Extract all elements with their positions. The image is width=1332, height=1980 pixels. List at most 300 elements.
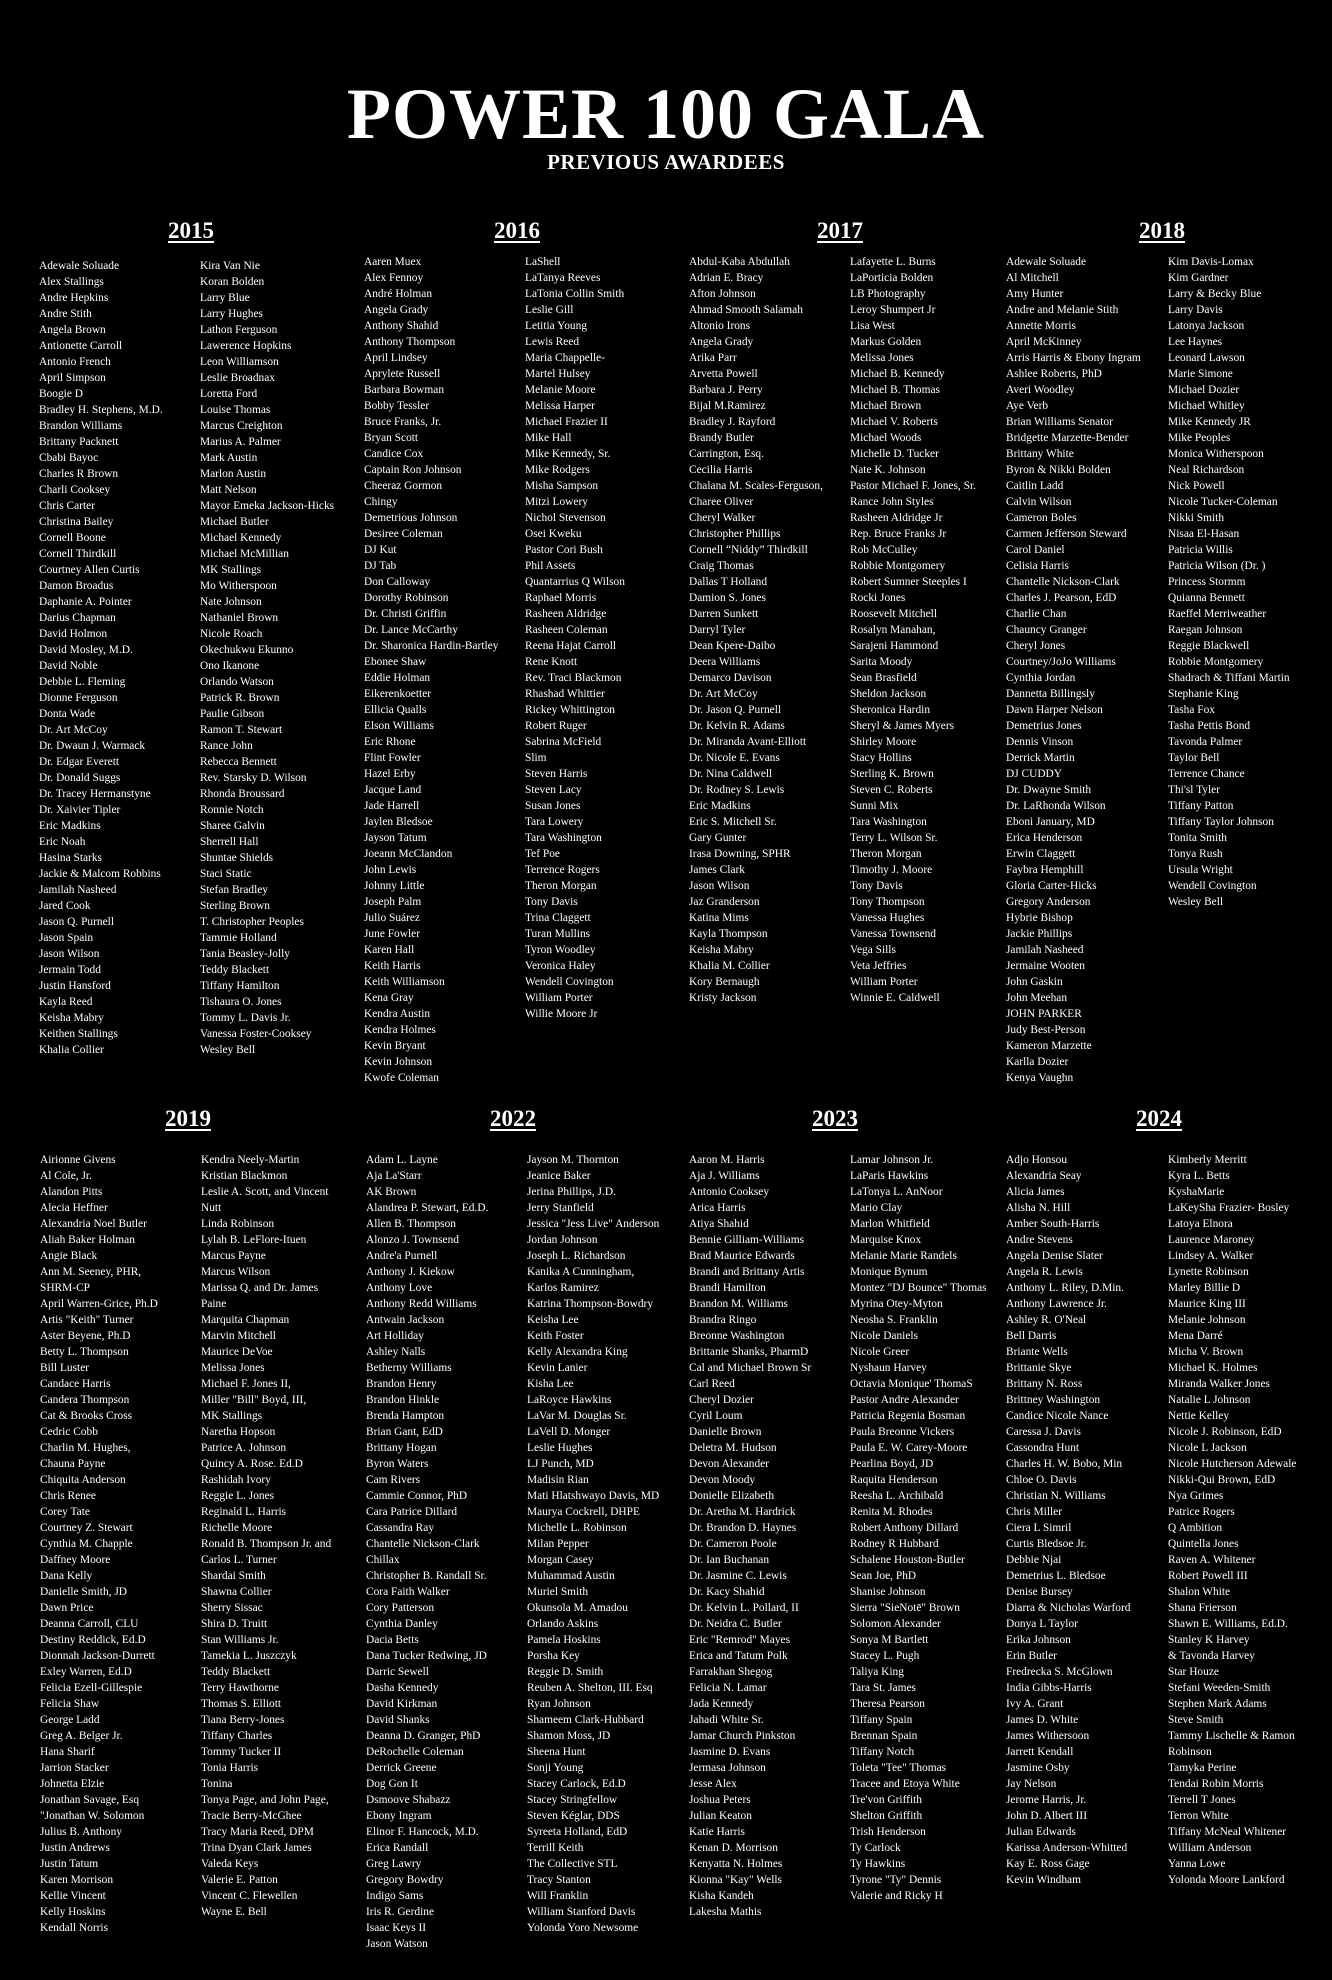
awardee-name: Staci Static <box>200 868 252 880</box>
awardee-name: Kelly Alexandra King <box>527 1346 628 1358</box>
awardee-name: Jason Wilson <box>689 880 750 892</box>
awardee-list-2024-col1 <box>1006 1152 1164 1888</box>
awardee-name: Tonita Smith <box>1168 832 1228 844</box>
awardee-name: Lee Haynes <box>1168 336 1223 348</box>
awardee-name: Marcus Wilson <box>201 1266 271 1278</box>
awardee-name: Patricia Regenia Bosman <box>850 1410 966 1422</box>
awardee-name: Dr. Aretha M. Hardrick <box>689 1506 796 1518</box>
awardee-name: Dr. Kelvin L. Pollard, II <box>689 1602 799 1614</box>
awardee-name: Anthony Love <box>366 1282 433 1294</box>
awardee-name: Yolonda Yoro Newsome <box>527 1922 639 1934</box>
awardee-name: Lakesha Mathis <box>689 1906 762 1918</box>
awardee-name: Theresa Pearson <box>850 1698 925 1710</box>
awardee-name: Rodney R Hubbard <box>850 1538 939 1550</box>
awardee-name: Robert Sumner Steeples I <box>850 576 967 588</box>
awardee-name: Arvetta Powell <box>689 368 758 380</box>
awardee-name: Tiffany Taylor Johnson <box>1168 816 1274 828</box>
awardee-name: Donielle Elizabeth <box>689 1490 775 1502</box>
awardee-name: Chalana M. Scales-Ferguson, <box>689 480 823 492</box>
awardee-name: Demarco Davison <box>689 672 772 684</box>
awardee-name: Naretha Hopson <box>201 1426 276 1438</box>
awardee-name: Robert Anthony Dillard <box>850 1522 959 1534</box>
awardee-name: Jaz Granderson <box>689 896 760 908</box>
awardee-name: Erica Randall <box>366 1842 429 1854</box>
awardee-name: Jarrett Kendall <box>1006 1746 1074 1758</box>
awardee-name: Courtney Allen Curtis <box>39 564 140 576</box>
awardee-name: Mike Hall <box>525 432 572 444</box>
awardee-name: Jay Nelson <box>1006 1778 1057 1790</box>
awardee-name: Anthony J. Kiekow <box>366 1266 455 1278</box>
awardee-name: Thomas S. Elliott <box>201 1698 282 1710</box>
awardee-name: John D. Albert III <box>1006 1810 1087 1822</box>
awardee-name: Marcus Payne <box>201 1250 266 1262</box>
awardee-name: David Kirkman <box>366 1698 438 1710</box>
awardee-name: Brandra Ringo <box>689 1314 757 1326</box>
awardee-name: Captain Ron Johnson <box>364 464 462 476</box>
awardee-name: Brian Williams Senator <box>1006 416 1113 428</box>
awardee-name: Jamilah Nasheed <box>39 884 117 896</box>
awardee-name: Dr. Christi Griffin <box>364 608 447 620</box>
awardee-name: Brandy Butler <box>689 432 754 444</box>
awardee-name: Renita M. Rhodes <box>850 1506 933 1518</box>
awardee-name: Eric Madkins <box>39 820 101 832</box>
awardee-name: Shelton Griffith <box>850 1810 923 1822</box>
awardee-name: Jason Watson <box>366 1938 428 1950</box>
awardee-name: Rocki Jones <box>850 592 906 604</box>
awardee-name: Karissa Anderson-Whitted <box>1006 1842 1128 1854</box>
awardee-name: Sheryl & James Myers <box>850 720 955 732</box>
awardee-name: Johnny Little <box>364 880 425 892</box>
awardee-name: Hasina Starks <box>39 852 102 864</box>
awardee-name: Keith Foster <box>527 1330 584 1342</box>
awardee-name: Charles H. W. Bobo, Min <box>1006 1458 1123 1470</box>
awardee-name: Sherrell Hall <box>200 836 259 848</box>
awardee-name: Michael V. Roberts <box>850 416 938 428</box>
awardee-name: Shalon White <box>1168 1586 1231 1598</box>
awardee-name: Monica Witherspoon <box>1168 448 1264 460</box>
awardee-name: Trina Claggett <box>525 912 591 924</box>
awardee-name: Ashley Nalls <box>366 1346 426 1358</box>
awardee-name: Eboni January, MD <box>1006 816 1095 828</box>
awardee-name: Sheronica Hardin <box>850 704 931 716</box>
awardee-name: Wesley Bell <box>1168 896 1224 908</box>
awardee-name: Dr. Miranda Avant-Elliott <box>689 736 807 748</box>
awardee-name: Joshua Peters <box>689 1794 751 1806</box>
awardee-name: Dawn Harper Nelson <box>1006 704 1103 716</box>
awardee-name: Marcus Creighton <box>200 420 283 432</box>
awardee-name: Brittney Washington <box>1006 1394 1101 1406</box>
awardee-name: Bradley H. Stephens, M.D. <box>39 404 163 416</box>
awardee-name: Porsha Key <box>527 1650 580 1662</box>
awardee-list-2019-col2 <box>201 1152 359 1920</box>
awardee-name: Ebonee Shaw <box>364 656 427 668</box>
awardee-name: Thi'sl Tyler <box>1168 784 1220 796</box>
awardee-name: Valerie and Ricky H <box>850 1890 943 1902</box>
awardee-name: Nicole L Jackson <box>1168 1442 1247 1454</box>
awardee-name: Cornell Boone <box>39 532 106 544</box>
awardee-name: Jackie Phillips <box>1006 928 1073 940</box>
awardee-name: Brandi and Brittany Artis <box>689 1266 805 1278</box>
awardee-name: Tracy Stanton <box>527 1874 591 1886</box>
awardee-name: Tiffany Spain <box>850 1714 913 1726</box>
awardee-name: Adjo Honsou <box>1006 1154 1068 1166</box>
awardee-name: Ciera L Simril <box>1006 1522 1072 1534</box>
awardee-name: Shanise Johnson <box>850 1586 926 1598</box>
awardee-name: Keith Harris <box>364 960 421 972</box>
awardee-name: Brian Gant, EdD <box>366 1426 443 1438</box>
awardee-name: Adrian E. Bracy <box>689 272 764 284</box>
awardee-name: Kimberly Merritt <box>1168 1154 1247 1166</box>
awardee-name: Charles R Brown <box>39 468 119 480</box>
awardee-name: Denise Bursey <box>1006 1586 1073 1598</box>
awardee-list-2015-col1 <box>39 258 197 1058</box>
awardee-name: Timothy J. Moore <box>850 864 933 876</box>
awardee-name: Ronald B. Thompson Jr. and <box>201 1538 332 1550</box>
awardee-name: Cora Faith Walker <box>366 1586 450 1598</box>
awardee-name: The Collective STL <box>527 1858 618 1870</box>
awardee-name: Shira D. Truitt <box>201 1618 268 1630</box>
awardee-name: Jahadi White Sr. <box>689 1714 764 1726</box>
awardee-name: David Shanks <box>366 1714 430 1726</box>
awardee-name: Veta Jeffries <box>850 960 907 972</box>
awardee-name: John Meehan <box>1006 992 1068 1004</box>
awardee-name: Karen Hall <box>364 944 415 956</box>
awardee-name: Stacey Carlock, Ed.D <box>527 1778 626 1790</box>
awardee-name: Leon Williamson <box>200 356 279 368</box>
awardee-name: Michael F. Jones II, <box>201 1378 291 1390</box>
awardee-name: Angela Denise Slater <box>1006 1250 1103 1262</box>
awardee-name: Maurice King III <box>1168 1298 1246 1310</box>
awardee-name: Antonio Cooksey <box>689 1186 770 1198</box>
awardee-name: Natalie L Johnson <box>1168 1394 1251 1406</box>
awardee-name: Charles J. Pearson, EdD <box>1006 592 1117 604</box>
awardee-name: Misha Sampson <box>525 480 599 492</box>
awardee-name: Gregory Anderson <box>1006 896 1091 908</box>
awardee-name: Sheena Hunt <box>527 1746 586 1758</box>
awardee-name: Desiree Coleman <box>364 528 443 540</box>
awardee-name: Keithen Stallings <box>39 1028 118 1040</box>
awardee-name: Orlando Watson <box>200 676 274 688</box>
awardee-name: Dr. Kelvin R. Adams <box>689 720 785 732</box>
awardee-name: Anthony Thompson <box>364 336 456 348</box>
awardee-name: June Fowler <box>364 928 420 940</box>
awardee-name: Cara Patrice Dillard <box>366 1506 458 1518</box>
awardee-name: Allen B. Thompson <box>366 1218 456 1230</box>
awardee-name: Dallas T Holland <box>689 576 768 588</box>
awardee-name: Chauncy Granger <box>1006 624 1087 636</box>
awardee-name: Sierra "SieNotē" Brown <box>850 1602 960 1614</box>
awardee-name: Justin Hansford <box>39 980 111 992</box>
year-heading-2023: 2023 <box>812 1106 858 1131</box>
awardee-name: Jade Harrell <box>364 800 420 812</box>
awardee-name: Chantelle Nickson-Clark <box>366 1538 480 1550</box>
awardee-name: Dana Tucker Redwing, JD <box>366 1650 487 1662</box>
awardee-name: Roosevelt Mitchell <box>850 608 937 620</box>
awardee-name: Fredrecka S. McGlown <box>1006 1666 1113 1678</box>
awardee-name: James D. White <box>1006 1714 1079 1726</box>
awardee-name: Candace Harris <box>40 1378 111 1390</box>
awardee-name: Rashidah Ivory <box>201 1474 271 1486</box>
awardee-name: Derrick Greene <box>366 1762 437 1774</box>
awardee-name: Andre Stevens <box>1006 1234 1073 1246</box>
awardee-name: DJ CUDDY <box>1006 768 1063 780</box>
awardee-name: Sheldon Jackson <box>850 688 927 700</box>
awardee-name: Veronica Haley <box>525 960 596 972</box>
awardee-name: Jason Wilson <box>39 948 100 960</box>
awardee-name: Solomon Alexander <box>850 1618 941 1630</box>
awardee-name: Greg Lawry <box>366 1858 422 1870</box>
awardee-name: Alandrea P. Stewart, Ed.D. <box>366 1202 489 1214</box>
awardee-name: Candice Cox <box>364 448 424 460</box>
awardee-name: Caitlin Ladd <box>1006 480 1064 492</box>
awardee-name: Keisha Mabry <box>39 1012 104 1024</box>
awardee-name: Christian N. Williams <box>1006 1490 1106 1502</box>
awardee-name: Irasa Downing, SPHR <box>689 848 791 860</box>
awardee-name: Charlin M. Hughes, <box>40 1442 131 1454</box>
awardee-name: Jared Cook <box>39 900 91 912</box>
awardee-name: Kisha Lee <box>527 1378 574 1390</box>
awardee-name: William Porter <box>850 976 918 988</box>
awardee-name: Brandon Williams <box>39 420 123 432</box>
awardee-name: Ty Carlock <box>850 1842 901 1854</box>
awardee-name: April Warren-Grice, Ph.D <box>40 1298 158 1310</box>
year-heading-2022: 2022 <box>490 1106 536 1131</box>
awardee-name: André Holman <box>364 288 433 300</box>
awardee-name: Karlos Ramirez <box>527 1282 599 1294</box>
awardee-name: Deanna D. Granger, PhD <box>366 1730 481 1742</box>
awardee-name: Tyrone "Ty" Dennis <box>850 1874 942 1886</box>
awardee-name: Atiya Shahid <box>689 1218 749 1230</box>
awardee-name: Brenda Hampton <box>366 1410 445 1422</box>
awardee-name: Tammy Lischelle & Ramon <box>1168 1730 1295 1742</box>
awardee-name: Robbie Montgomery <box>1168 656 1264 668</box>
awardee-name: Laurence Maroney <box>1168 1234 1255 1246</box>
awardee-name: Marie Simone <box>1168 368 1233 380</box>
awardee-name: Jackie & Malcom Robbins <box>39 868 161 880</box>
awardee-name: Keith Williamson <box>364 976 445 988</box>
awardee-name: Richelle Moore <box>201 1522 273 1534</box>
awardee-name: Dr. Xaivier Tipler <box>39 804 121 816</box>
awardee-name: Ashlee Roberts, PhD <box>1006 368 1102 380</box>
awardee-name: Faybra Hemphill <box>1006 864 1084 876</box>
awardee-name: Ahmad Smooth Salamah <box>689 304 803 316</box>
awardee-name: Jasmine D. Evans <box>689 1746 771 1758</box>
awardee-name: Curtis Bledsoe Jr. <box>1006 1538 1087 1550</box>
awardee-name: Brad Maurice Edwards <box>689 1250 795 1262</box>
awardee-name: Damion S. Jones <box>689 592 766 604</box>
awardee-name: Tamyka Perine <box>1168 1762 1237 1774</box>
awardee-name: Airionne Givens <box>40 1154 116 1166</box>
year-heading-2024: 2024 <box>1136 1106 1182 1131</box>
awardee-name: Kendall Norris <box>40 1922 109 1934</box>
awardee-name: Paulie Gibson <box>200 708 265 720</box>
awardee-name: Mike Kennedy JR <box>1168 416 1251 428</box>
awardee-name: Karlla Dozier <box>1006 1056 1069 1068</box>
awardee-name: Okechukwu Ekunno <box>200 644 294 656</box>
awardee-name: Byron Waters <box>366 1458 429 1470</box>
awardee-list-2017-col2 <box>850 254 1008 1006</box>
awardee-name: Michelle D. Tucker <box>850 448 939 460</box>
awardee-name: Katina Mims <box>689 912 749 924</box>
awardee-name: Chauna Payne <box>40 1458 106 1470</box>
awardee-name: Valeda Keys <box>201 1858 259 1870</box>
awardee-name: Patrick R. Brown <box>200 692 280 704</box>
awardee-name: Dr. Art McCoy <box>39 724 108 736</box>
awardee-list-2015-col2 <box>200 258 358 1058</box>
awardee-name: Hybrie Bishop <box>1006 912 1073 924</box>
awardee-name: Ramon T. Stewart <box>200 724 283 736</box>
awardee-name: Isaac Keys II <box>366 1922 427 1934</box>
awardee-name: Cammie Connor, PhD <box>366 1490 468 1502</box>
awardee-name: Annette Morris <box>1006 320 1076 332</box>
awardee-name: Kevin Windham <box>1006 1874 1081 1886</box>
awardee-name: Stephanie King <box>1168 688 1239 700</box>
awardee-name: Cbabi Bayoc <box>39 452 99 464</box>
awardee-name: Rep. Bruce Franks Jr <box>850 528 947 540</box>
awardee-name: Ivy A. Grant <box>1006 1698 1064 1710</box>
awardee-name: Letitia Young <box>525 320 588 332</box>
awardee-name: JOHN PARKER <box>1006 1008 1082 1020</box>
awardee-name: Madisin Rian <box>527 1474 589 1486</box>
awardee-name: Rhonda Broussard <box>200 788 285 800</box>
awardee-name: Kevin Johnson <box>364 1056 433 1068</box>
awardee-name: Brennan Spain <box>850 1730 918 1742</box>
awardee-name: Nutt <box>201 1202 222 1214</box>
awardee-name: Demetrius L. Bledsoe <box>1006 1570 1106 1582</box>
awardee-name: Dr. LaRhonda Wilson <box>1006 800 1106 812</box>
awardee-name: Betty L. Thompson <box>40 1346 129 1358</box>
awardee-name: Jacque Land <box>364 784 422 796</box>
awardee-name: Vincent C. Flewellen <box>201 1890 298 1902</box>
awardee-name: Arris Harris & Ebony Ingram <box>1006 352 1141 364</box>
awardee-name: Yanna Lowe <box>1168 1858 1226 1870</box>
awardee-name: Will Franklin <box>527 1890 589 1902</box>
awardee-name: Stefani Weeden-Smith <box>1168 1682 1271 1694</box>
awardee-name: Alandon Pitts <box>40 1186 103 1198</box>
awardee-name: Deanna Carroll, CLU <box>40 1618 139 1630</box>
awardee-name: Dr. Kacy Shahid <box>689 1586 765 1598</box>
awardee-name: Chiquita Anderson <box>40 1474 126 1486</box>
awardee-name: Averi Woodley <box>1006 384 1075 396</box>
awardee-name: Matt Nelson <box>200 484 257 496</box>
awardee-name: Trina Dyan Clark James <box>201 1842 312 1854</box>
awardee-name: Tre'von Griffith <box>850 1794 922 1806</box>
awardee-name: Dr. Nina Caldwell <box>689 768 773 780</box>
awardee-name: Pastor Michael F. Jones, Sr. <box>850 480 976 492</box>
awardee-name: Dr. Brandon D. Haynes <box>689 1522 797 1534</box>
awardee-name: Cheeraz Gormon <box>364 480 443 492</box>
awardee-name: Montez "DJ Bounce" Thomas <box>850 1282 987 1294</box>
awardee-name: Katrina Thompson-Bowdry <box>527 1298 654 1310</box>
awardee-name: Chloe O. Davis <box>1006 1474 1077 1486</box>
awardee-name: Nya Grimes <box>1168 1490 1224 1502</box>
awardee-name: Kwofe Coleman <box>364 1072 439 1084</box>
awardee-name: Nate Johnson <box>200 596 262 608</box>
awardee-name: Arika Parr <box>689 352 737 364</box>
awardee-name: Sean Joe, PhD <box>850 1570 917 1582</box>
awardee-name: Miranda Walker Jones <box>1168 1378 1270 1390</box>
awardee-name: Carmen Jefferson Steward <box>1006 528 1127 540</box>
awardee-name: Keisha Lee <box>527 1314 579 1326</box>
awardee-name: Leslie Gill <box>525 304 574 316</box>
awardee-list-2017-col1 <box>689 254 847 1006</box>
awardee-name: James Withersoon <box>1006 1730 1090 1742</box>
awardee-name: Marius A. Palmer <box>200 436 281 448</box>
awardee-name: Tara Washington <box>525 832 602 844</box>
awardee-name: Pearlina Boyd, JD <box>850 1458 934 1470</box>
awardee-name: Ono Ikanone <box>200 660 260 672</box>
awardee-name: Bradley J. Rayford <box>689 416 776 428</box>
awardee-name: Sonya M Bartlett <box>850 1634 929 1646</box>
awardee-name: Marlon Whitfield <box>850 1218 930 1230</box>
awardee-name: Stefan Bradley <box>200 884 269 896</box>
awardee-name: Deera Williams <box>689 656 761 668</box>
year-heading-2016: 2016 <box>494 218 540 243</box>
awardee-name: Nate K. Johnson <box>850 464 926 476</box>
awardee-name: Don Calloway <box>364 576 431 588</box>
awardee-name: Reesha L. Archibald <box>850 1490 944 1502</box>
awardee-name: Elinor F. Hancock, M.D. <box>366 1826 479 1838</box>
awardee-name: Milan Pepper <box>527 1538 589 1550</box>
awardee-name: Jermaine Wooten <box>1006 960 1085 972</box>
awardee-name: Rasheen Coleman <box>525 624 608 636</box>
awardee-name: Trish Henderson <box>850 1826 926 1838</box>
awardee-name: Bell Darris <box>1006 1330 1057 1342</box>
awardee-name: Stephen Mark Adams <box>1168 1698 1267 1710</box>
awardee-name: Ryan Johnson <box>527 1698 591 1710</box>
awardee-name: Dasha Kennedy <box>366 1682 439 1694</box>
awardee-name: Nicole Hutcherson Adewale <box>1168 1458 1297 1470</box>
awardee-name: Altonio Irons <box>689 320 751 332</box>
awardee-name: Cheryl Jones <box>1006 640 1066 652</box>
awardee-name: LJ Punch, MD <box>527 1458 594 1470</box>
awardee-name: Darryl Tyler <box>689 624 746 636</box>
awardee-name: Terrill Keith <box>527 1842 584 1854</box>
awardee-name: Alex Stallings <box>39 276 104 288</box>
awardee-name: Daphanie A. Pointer <box>39 596 132 608</box>
awardee-name: Chillax <box>366 1554 400 1566</box>
awardee-name: Patricia Wilson (Dr. ) <box>1168 560 1266 572</box>
awardee-name: Morgan Casey <box>527 1554 594 1566</box>
awardee-name: Cam Rivers <box>366 1474 421 1486</box>
awardee-name: Tishaura O. Jones <box>200 996 282 1008</box>
awardee-name: Kenyatta N. Holmes <box>689 1858 783 1870</box>
awardee-name: Debbie Njai <box>1006 1554 1062 1566</box>
awardee-name: Terrence Chance <box>1168 768 1245 780</box>
awardee-name: Kionna "Kay" Wells <box>689 1874 782 1886</box>
awardee-name: Ellicia Qualls <box>364 704 427 716</box>
awardee-name: Yolonda Moore Lankford <box>1168 1874 1285 1886</box>
awardee-name: Maurice DeVoe <box>201 1346 273 1358</box>
awardee-name: & Tavonda Harvey <box>1168 1650 1255 1662</box>
awardee-name: Micha V. Brown <box>1168 1346 1244 1358</box>
awardee-name: Andre'a Purnell <box>366 1250 438 1262</box>
awardee-name: Reggie Blackwell <box>1168 640 1250 652</box>
awardee-name: Chris Carter <box>39 500 95 512</box>
awardee-name: Princess Stormm <box>1168 576 1246 588</box>
awardee-name: Afton Johnson <box>689 288 756 300</box>
awardee-name: Raven A. Whitener <box>1168 1554 1256 1566</box>
awardee-name: Aja La'Starr <box>366 1170 422 1182</box>
awardee-name: Michelle L. Robinson <box>527 1522 627 1534</box>
awardee-name: Kevin Lanier <box>527 1362 588 1374</box>
awardee-name: Jada Kennedy <box>689 1698 754 1710</box>
awardee-name: Raphael Morris <box>525 592 597 604</box>
awardee-name: Tony Davis <box>525 896 578 908</box>
awardee-name: Rev. Traci Blackmon <box>525 672 622 684</box>
awardee-name: Melanie Moore <box>525 384 596 396</box>
awardee-name: Jessica "Jess Live" Anderson <box>527 1218 660 1230</box>
